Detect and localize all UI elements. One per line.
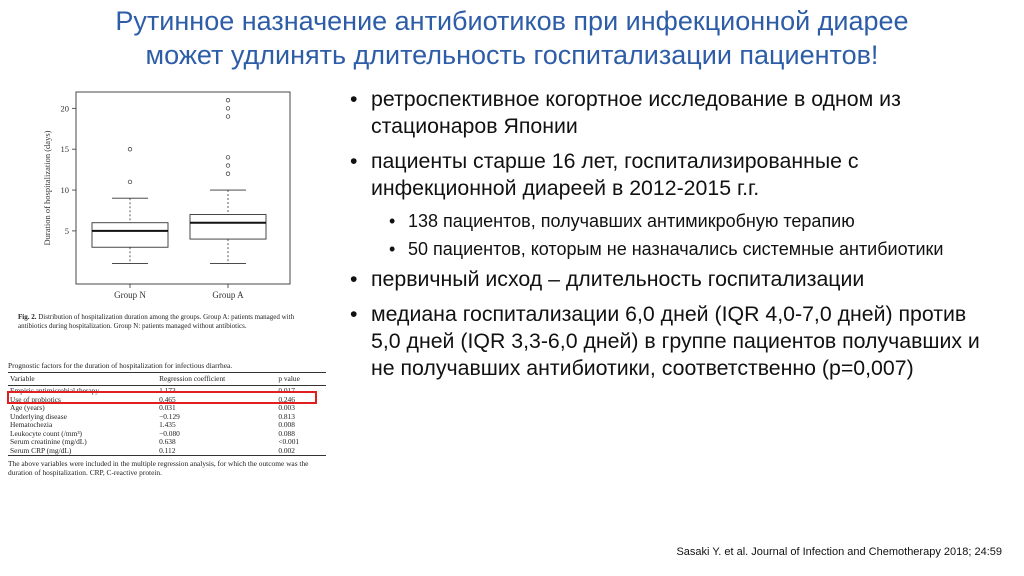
sub-bullet-item: • 138 пациентов, получавших антимикробную терапию [348,210,998,233]
table-header: p value [278,374,300,383]
y-tick-label: 5 [64,225,69,236]
x-tick-label: Group N [114,290,146,300]
table-cell: 1.173 [159,386,176,395]
table-cell: 0.246 [278,394,295,404]
figure-caption-text: Distribution of hospitalization duration among the groups. Group A: patients managed with antibiotics during hospitalization. Group N: patients managed without antibiotics. [18,313,295,330]
outlier-point [226,98,230,102]
table-cell: 0.112 [159,445,176,455]
y-axis-label: Duration of hospitalization (days) [42,130,52,246]
table-cell: Use of probiotics [10,394,61,404]
regression-table [8,360,326,477]
table-cell: 0.003 [278,403,295,412]
outlier-point [128,180,132,184]
table-row [8,447,326,456]
bullet-item: • пациенты старше 16 лет, госпитализированные с инфекционной диареей в 2012-2015 г.г. [348,148,998,202]
outlier-point [128,147,132,151]
table-cell: Underlying disease [10,411,67,421]
x-tick-label: Group A [212,290,244,300]
source-citation: Sasaki Y. et al. Journal of Infection and Chemotherapy 2018; 24:59 [676,546,1002,558]
outlier-point [226,164,230,168]
table-cell: 0.031 [159,403,176,412]
table-cell: Serum CRP (mg/dL) [10,445,72,455]
outlier-point [226,172,230,176]
table-cell: 0.638 [159,437,176,446]
table-cell: Hematochezia [10,420,53,429]
table-title: Prognostic factors for the duration of hospitalization for infectious diarrhea. [8,361,233,370]
highlight-box [7,391,317,404]
bullet-item: • первичный исход – длительность госпитализации [348,266,998,293]
table-cell: 1.435 [159,420,176,429]
bullet-list [348,86,998,390]
table-cell: 0.017 [278,386,295,395]
table-cell: 0.008 [278,420,295,429]
table-cell: 0.002 [278,445,295,455]
outlier-point [226,115,230,119]
table-header: Variable [10,374,35,383]
table-cell: −0.129 [159,411,180,421]
figure-caption-label: Fig. 2. [18,313,37,321]
table-cell: Age (years) [10,403,45,412]
title-line-2: может удлинять длительность госпитализации пациентов! [145,40,879,70]
table-note: The above variables were included in the multiple regression analysis, for which the outcome was the duration of hospitalization. CRP, C-reactive protein. [8,459,309,477]
outlier-point [226,156,230,160]
bullet-item: • медиана госпитализации 6,0 дней (IQR 4,0-7,0 дней) против 5,0 дней (IQR 3,3-6,0 дней) в группе пациентов получавших и не получавших антибиотики, соответственно (p=0,007) [348,301,998,382]
y-tick-label: 20 [60,103,69,114]
table-cell: Empiric antimicrobial therapy [10,386,100,395]
outlier-point [226,107,230,111]
table-cell: 0.088 [278,428,295,438]
table-header-row [8,373,326,386]
box-iqr [92,223,168,248]
table-cell: −0.080 [159,428,180,438]
boxplot-chart [28,88,298,310]
plot-frame [76,92,290,284]
table-cell: 0.813 [278,411,295,421]
slide-title [20,4,1004,72]
figure-caption [18,313,318,331]
table-cell: Leukocyte count (/mm³) [10,428,82,438]
y-tick-label: 10 [60,185,69,196]
y-tick-label: 15 [60,144,69,155]
table-cell: 0.465 [159,394,176,404]
table-cell: Serum creatinine (mg/dL) [10,437,87,446]
table-cell: <0.001 [278,437,300,446]
title-line-1: Рутинное назначение антибиотиков при инфекционной диарее [115,6,909,36]
sub-bullet-item: • 50 пациентов, которым не назначались системные антибиотики [348,238,998,261]
table-header: Regression coefficient [159,374,226,383]
box-iqr [190,215,266,240]
bullet-item: • ретроспективное когортное исследование в одном из стационаров Японии [348,86,998,140]
